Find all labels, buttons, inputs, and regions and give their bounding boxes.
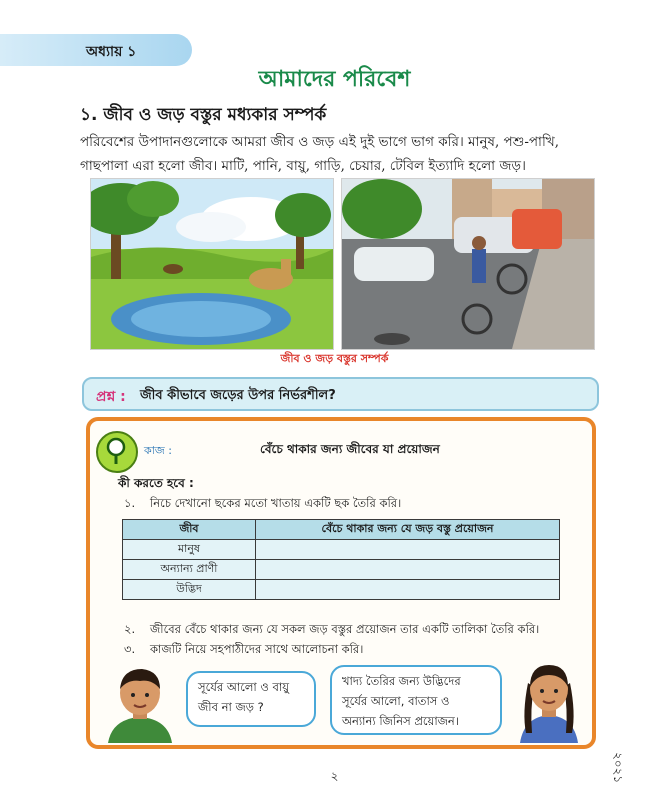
page-number: ২	[330, 769, 339, 783]
speech-bubble-right	[330, 665, 502, 735]
year-label: ২০২১	[611, 752, 625, 784]
table-cell: উদ্ভিদ	[123, 580, 256, 600]
step-text: কাজটি নিয়ে সহপাঠীদের সাথে আলোচনা করি।	[150, 642, 364, 656]
table-cell: মানুষ	[123, 540, 256, 560]
step-3	[124, 641, 363, 660]
chapter-label: অধ্যায় ১	[86, 44, 137, 60]
step-number: ১.	[124, 496, 136, 510]
step-text: জীবের বেঁচে থাকার জন্য যে সকল জড় বস্তুর প্রয়োজন তার একটি তালিকা তৈরি করি।	[150, 622, 540, 636]
step-number: ৩.	[124, 642, 136, 656]
page-title: আমাদের পরিবেশ	[258, 67, 411, 92]
todo-heading: কী করতে হবে :	[118, 476, 194, 490]
question-text: জীব কীভাবে জড়ের উপর নির্ভরশীল?	[140, 388, 336, 403]
bubble-right-line-1: খাদ্য তৈরির জন্য উদ্ভিদের	[342, 674, 461, 688]
step-text: নিচে দেখানো ছকের মতো খাতায় একটি ছক তৈরি করি।	[150, 496, 402, 510]
speech-bubble-left	[186, 671, 316, 727]
girl-illustration	[508, 653, 590, 743]
image-caption: জীব ও জড় বস্তুর সম্পর্ক	[280, 352, 389, 365]
table-header-organism: জীব	[123, 520, 256, 540]
needs-table	[122, 519, 560, 600]
step-1	[124, 495, 401, 514]
activity-box	[86, 417, 596, 749]
intro-line-1: পরিবেশের উপাদানগুলোকে আমরা জীব ও জড় এই দুই ভাগে ভাগ করি। মানুষ, পশু-পাখি,	[80, 134, 559, 150]
question-label: প্রশ্ন :	[96, 389, 126, 405]
table-cell-empty	[256, 540, 560, 560]
bubble-right-line-2: সূর্যের আলো, বাতাস ও	[342, 694, 450, 708]
table-header-row	[123, 520, 560, 540]
bubble-left-line-1: সূর্যের আলো ও বায়ু	[198, 680, 290, 694]
table-row	[123, 540, 560, 560]
question-bar	[82, 377, 599, 411]
bubble-left-line-2: জীব না জড় ?	[198, 700, 264, 714]
activity-title: বেঁচে থাকার জন্য জীবের যা প্রয়োজন	[260, 442, 440, 456]
nature-illustration	[90, 178, 334, 350]
boy-illustration	[100, 661, 180, 743]
bubble-right-line-3: অন্যান্য জিনিস প্রয়োজন।	[342, 714, 459, 728]
table-cell-empty	[256, 580, 560, 600]
table-header-needs: বেঁচে থাকার জন্য যে জড় বস্তু প্রয়োজন	[256, 520, 560, 540]
step-2	[124, 621, 539, 640]
table-row	[123, 580, 560, 600]
step-number: ২.	[124, 622, 136, 636]
section-heading: ১. জীব ও জড় বস্তুর মধ্যকার সম্পর্ক	[80, 105, 327, 125]
magnifier-icon	[96, 431, 138, 473]
activity-label: কাজ :	[144, 444, 172, 457]
table-cell: অন্যান্য প্রাণী	[123, 560, 256, 580]
table-row	[123, 560, 560, 580]
intro-paragraph	[80, 130, 600, 178]
city-illustration	[341, 178, 595, 350]
intro-line-2: গাছপালা এরা হলো জীব। মাটি, পানি, বায়ু, গাড়ি, চেয়ার, টেবিল ইত্যাদি হলো জড়।	[80, 158, 526, 174]
table-cell-empty	[256, 560, 560, 580]
